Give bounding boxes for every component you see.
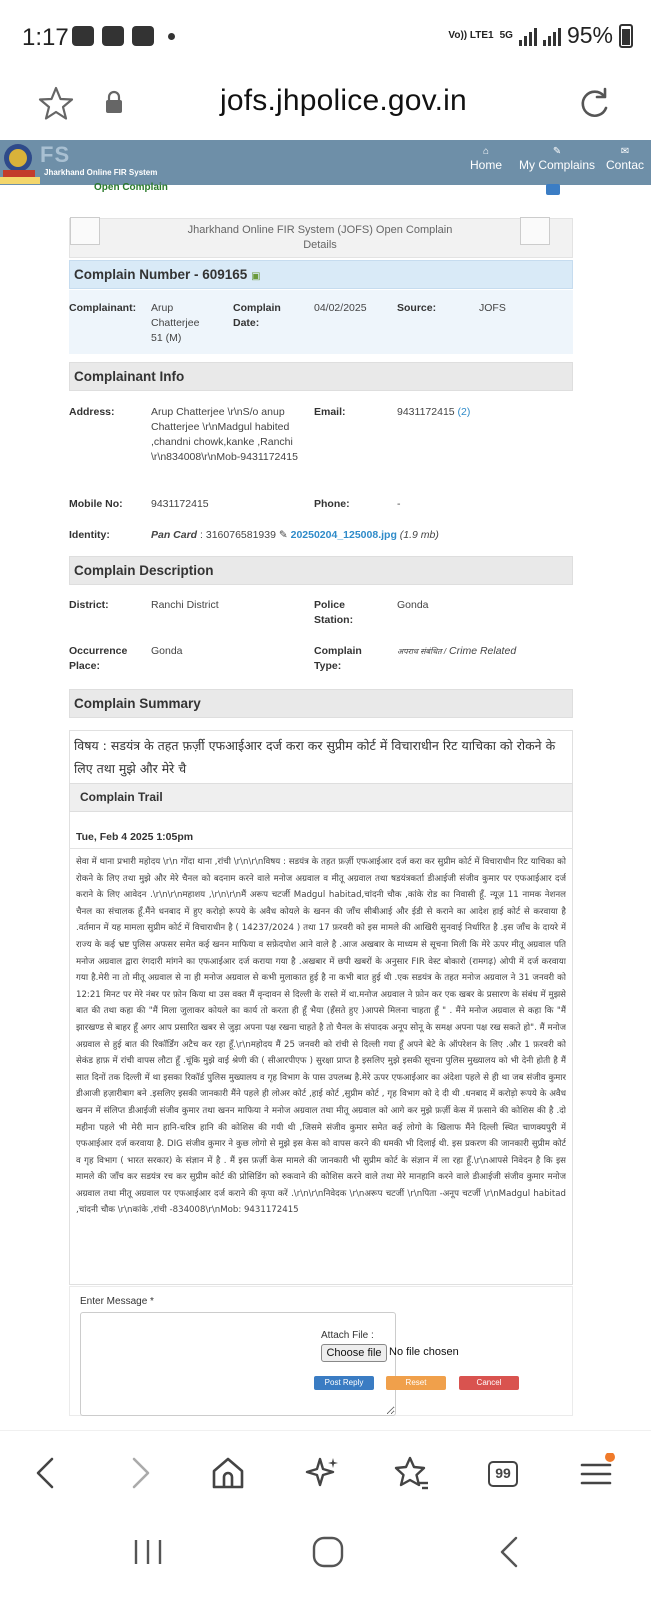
notification-icons — [72, 26, 175, 46]
complain-date: 04/02/2025 — [314, 302, 367, 314]
email-count-link[interactable]: (2) — [457, 406, 471, 418]
status-bar — [0, 0, 651, 78]
status-right — [448, 22, 633, 49]
cancel-button[interactable]: Cancel — [459, 1376, 519, 1390]
gallery-icon — [72, 26, 94, 46]
complain-trail-heading: Complain Trail — [69, 783, 573, 812]
phone-value: - — [397, 498, 401, 510]
source-value: JOFS — [479, 302, 506, 314]
copy-icon[interactable]: ▣ — [251, 271, 261, 282]
tab-count: 99 — [488, 1461, 518, 1487]
battery-level: 95% — [566, 22, 613, 48]
home-icon: ⌂ — [482, 146, 490, 157]
complain-summary-text: विषय : सडयंत्र के तहत फ़र्ज़ी एफआईआर दर्ज करा कर सुप्रीम कोर्ट में विचाराधीन रिट याचिका को रोकने के लिए तथा मुझे और मेरे चै — [69, 730, 573, 786]
site-navbar — [0, 140, 651, 185]
lock-icon[interactable] — [104, 90, 124, 114]
pan-card-value: : 316076581939 — [200, 529, 276, 541]
trail-date: Tue, Feb 4 2025 1:05pm — [76, 831, 194, 843]
system-home-icon[interactable] — [308, 1532, 348, 1572]
complain-summary-heading: Complain Summary — [69, 689, 573, 718]
complain-description-heading: Complain Description — [69, 556, 573, 585]
attachment-icon: ✎ — [278, 529, 288, 541]
network-label: Vo)) LTE1 — [448, 29, 494, 41]
complainant-info-heading: Complainant Info — [69, 362, 573, 391]
post-reply-button[interactable]: Post Reply — [314, 1376, 374, 1390]
identity-label: Identity: — [69, 529, 110, 541]
address-label: Address: — [69, 406, 115, 418]
complain-type-hindi: अपराध संबंधित / — [397, 647, 447, 656]
complain-type-value — [397, 644, 516, 659]
more-notifications-icon — [168, 33, 175, 40]
source-label: Source: — [397, 302, 437, 314]
reset-button[interactable]: Reset — [386, 1376, 446, 1390]
pan-card-label: Pan Card — [151, 529, 198, 541]
choose-file-button[interactable]: Choose file — [321, 1344, 387, 1362]
system-back-icon[interactable] — [490, 1532, 530, 1572]
attachment-file-link[interactable]: 20250204_125008.jpg — [290, 529, 397, 541]
nav-my-complains[interactable] — [519, 146, 595, 172]
trail-divider — [69, 848, 573, 849]
print-icon[interactable] — [546, 184, 560, 195]
nav-my-complains-label: My Complains — [519, 158, 596, 172]
app-icon — [132, 26, 154, 46]
forward-icon[interactable] — [120, 1453, 160, 1493]
brand-name[interactable]: Jharkhand Online FIR System — [44, 168, 158, 177]
left-logo-image — [70, 217, 100, 245]
youtube-icon — [102, 26, 124, 46]
status-time: 1:17 — [22, 24, 69, 51]
tabs-icon[interactable] — [484, 1453, 524, 1493]
edit-icon: ✎ — [552, 146, 562, 157]
complain-type-english: Crime Related — [449, 645, 517, 657]
sparkle-icon[interactable] — [302, 1453, 342, 1493]
mobile-label: Mobile No: — [69, 498, 123, 510]
page-title: Jharkhand Online FIR System (JOFS) Open Complain Details — [187, 224, 453, 251]
signal-icon — [519, 26, 537, 46]
complainant-name: Arup Chatterjee — [151, 302, 200, 329]
complain-type-label: Complain Type: — [314, 645, 362, 672]
identity-value — [151, 528, 439, 543]
trail-message: सेवा में थाना प्रभारी महोदय \r\n गोंदा थाना ,रांची \r\n\r\nविषय : सडयंत्र के तहत फ़र्ज़ी एफआईआर दर्ज करा कर सुप्रीम कोर्ट में विचाराधीन रिट याचिका को रोकने के लिए तथा मुझे और मेरे चैनल को बदनाम करने वाले मनोज अग्रवाल व मीतू अग्रवाल तथा षडयंत्रकर्ता डीआईजी संजीव कुमार पर एफआईआर दर्ज कराने के लिए आवेदन .\r\n\r\nमहाशय ,\r\n\r\nमैं अरूप चटर्जी Madgul habitad,चांदनी चौक ,कांके रोड का निवासी हूँ. न्यूज़ 11 नामक नेशनल चैनल का संचालक हूँ.मैंने धनबाद में हुए करोड़ो रूपये के अवैध कोयले के खनन की जाँच सीबीआई और ईडी से कराने का आदेश हाई कोर्ट से करवाया है .वर्तमान में यह मामला सुप्रीम कोर्ट में विचाराधीन है ( 14237/2024 ) तथा 17 फ़रवरी को इस मामले की आखिरी सुनवाई निर्धारित है .इस जाँच के दायरे में राज्य के कई भ्रष्ट पुलिस अफसर समेत कई खनन माफिया व सफ़ेदपोश आने वाले है .आज अखबार के माध्यम से सूचना मिली कि मेरे ऊपर मीतू अग्रवाल पति मनोज अग्रवाल द्वारा रंगदारी मांगने का एफआईआर दर्ज कराया गया है .अखबार में छपी खबरों के अनुसार FIR वेस्ट बोकारो (रामगढ़) ओपी में दर्ज करवाया गया है.मेरी ना तो मीतू अग्रवाल से ना ही मनोज अग्रवाल से कभी मुलाकात हुई है ना कभी बात हुई थी .एक सडयंत्र के तहत मनोज अग्रवाल ने 31 जनवरी को 12:21 मिनट पर मेरे नंबर पर फ़ोन किया था उस वक्त मैं वृन्दावन से दिल्ली के रास्ते में था.मनोज अग्रवाल ने फ़ोन कर एक खबर के प्रसारण के संबंध में मुझसे बात की तथा कहा की "मैं मिला जुलाकर कोयले का कार्य तो करता ही हूँ भैया (हँसते हुए )आपसे मिलना चाहता हूँ " . मैंने मनोज अग्रवाल से कहा कि "मैं झारखण्ड से बाहर हूँ अगर आप प्रसारित खबर से जुड़ा अपना पक्ष रखना चाहते है तो चैनल के संपादक अनूप सोनू के समक्ष अपना पक्ष रख सकते हो". मैं मनोज अग्रवाल से हुई बात की रिकॉर्डिंग अटैच कर रहा हूँ.\r\nमहोदय मैं 25 जनवरी को रांची से दिल्ली गया हूँ अपने बेटे के ऑपरेशन के लिए .और 1 फ़रवरी को सेकंड हाफ़ में रांची वापस लौटा हूँ .चूंकि मुझे वाई श्रेणी की ( सीआरपीएफ ) सुरक्षा प्राप्त है इसलिए मुझे इसकी सूचना पुलिस मुख्यालय को भी देनी होती है मैं सात दिनों तक दिल्ली में था इसका रिकॉर्ड पुलिस मुख्यालय व गृह विभाग के पास उपलब्ध है.मेरे ऊपर एफआईआर का अंदेशा पहले से ही था जब संजीव कुमार डीआजी हज़ारीबाग बने .इसलिए इसकी जानकारी मैंने पहले ही लोअर कोर्ट ,हाई कोर्ट ,सुप्रीम कोर्ट , गृह विभाग को दे दी थी .धनबाद में करोड़ो रूपये के अवैध खनन में संलिप्त डीआईजी संजीव कुमार तथा खनन माफिया ने मनोज अग्रवाल तथा मीतू अग्रवाल को आगे कर मुझे फ़र्ज़ी केस में फ़साने की कोशिस की है .दो महीना पहले भी मेरी मान हानि-चरित्र हानि की कोशिस की गयी थी ,जिसमे संजीव कुमार समेत कई लोगो के खिलाफ मैंने दिल्ली स्थित चाणक्यपुरी में एफआईआर दर्ज करवाया है. DIG संजीव कुमार ने कुछ लोगो से मुझे इस केस को वापस करने की धमकी भी दिलाई थी. इस प्रकरण की जानकारी सुप्रीम कोर्ट व गृह विभाग ( भारत सरकार) के संज्ञान में है . मैं इस फ़र्ज़ी केस मामले की जानकारी भी सुप्रीम कोर्ट के संज्ञान में ला रहा हूँ.\r\nआपसे निवेदन है कि इस मामले की जाँच कर सडयंत्र रच कर सुप्रीम कोर्ट की प्रोसिडिंग को रुकवाने की कोशिस करने वाले तथा मेरे मानहानि करने वाले डीआईजी संजीव कुमार मनोज अग्रवाल तथा मीतू अग्रवाल पर एफआईआर दर्ज कराने की कृपा करें .\r\n\r\nनिवेदक \r\nअरूप चटर्जी \r\nपिता -अनूप चटर्जी \r\nMadgul habitad ,चांदनी चौक \r\nकांके ,रांची -834008\r\nMob: 9431172415 — [76, 857, 566, 1216]
system-nav-bar — [0, 1510, 651, 1600]
home-icon[interactable] — [208, 1453, 248, 1493]
5g-label: 5G — [499, 29, 513, 41]
mail-icon: ✉ — [620, 146, 630, 157]
signal-icon-2 — [543, 26, 561, 46]
police-station-value: Gonda — [397, 599, 429, 611]
occurrence-place-label: Occurrence Place: — [69, 645, 128, 672]
complainant-age: 51 (M) — [151, 332, 182, 344]
open-complain-link[interactable]: Open Complain — [94, 182, 168, 193]
recent-apps-icon[interactable] — [128, 1532, 168, 1572]
url-text[interactable]: jofs.jhpolice.gov.in — [220, 84, 467, 117]
browser-url-bar — [0, 78, 651, 148]
attachment-file-size: (1.9 mb) — [399, 529, 439, 541]
district-label: District: — [69, 599, 109, 611]
nav-contact[interactable] — [606, 146, 644, 172]
browser-bottom-nav — [0, 1430, 651, 1510]
email-text: 9431172415 — [397, 406, 455, 418]
back-icon[interactable] — [26, 1453, 66, 1493]
complainant-label: Complainant: — [69, 302, 137, 314]
police-station-label: Police Station: — [314, 599, 354, 626]
email-label: Email: — [314, 406, 346, 418]
bookmarks-icon[interactable] — [392, 1453, 432, 1493]
right-logo-image — [520, 217, 550, 245]
page-header-box — [69, 218, 573, 258]
police-logo-icon[interactable] — [0, 140, 40, 184]
battery-icon — [619, 24, 633, 48]
reload-icon[interactable] — [574, 84, 614, 124]
menu-icon[interactable] — [576, 1453, 616, 1493]
complain-number: Complain Number - 609165 — [74, 267, 248, 282]
message-textarea[interactable] — [80, 1312, 396, 1416]
no-file-chosen-text: No file chosen — [389, 1346, 459, 1358]
address-value: Arup Chatterjee \r\nS/o anup Chatterjee \r\nMadgul habited ,chandni chowk,kanke ,Ranchi \r\n834008\r\nMob-9431172415 — [151, 406, 298, 463]
nav-home[interactable] — [470, 146, 502, 172]
brand-short: FS — [40, 142, 71, 167]
bookmark-star-icon[interactable] — [36, 84, 76, 124]
nav-home-label: Home — [470, 158, 503, 172]
occurrence-place-value: Gonda — [151, 645, 183, 657]
complain-number-heading — [69, 260, 573, 289]
mobile-value: 9431172415 — [151, 498, 209, 510]
phone-label: Phone: — [314, 498, 350, 510]
nav-contact-label: Contac — [606, 158, 645, 172]
complainant-summary-box — [69, 290, 573, 354]
complain-date-label: Complain Date: — [233, 302, 281, 329]
district-value: Ranchi District — [151, 599, 219, 611]
email-value — [397, 405, 470, 420]
attach-file-label: Attach File : — [321, 1330, 374, 1341]
enter-message-label: Enter Message * — [80, 1296, 154, 1307]
